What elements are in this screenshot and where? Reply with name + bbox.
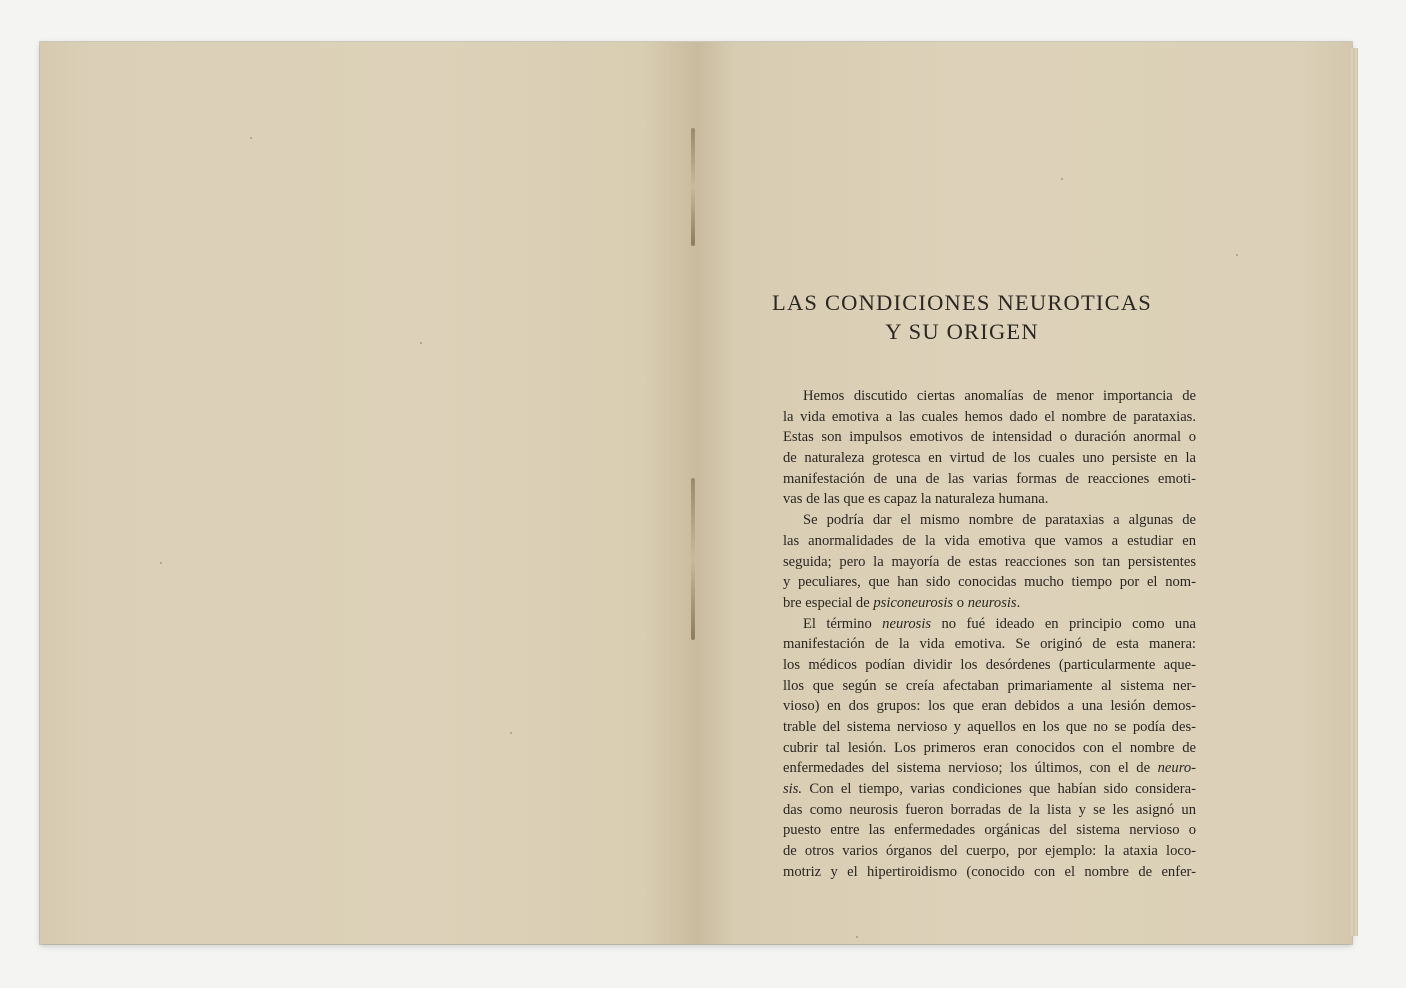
text-line: las anormalidades de la vida emotiva que vamos a estudiar en [783, 532, 1196, 549]
paper-fleck [250, 137, 252, 139]
italic-term: neuro- [1157, 760, 1196, 777]
chapter-body [783, 386, 1196, 883]
text-line: manifestación de la vida emotiva. Se originó de esta manera: [783, 636, 1196, 653]
text-line: seguida; pero la mayoría de estas reacciones son tan persistentes [783, 553, 1196, 570]
text-line: motriz y el hipertiroidismo (conocido con el nombre de enfer- [783, 863, 1196, 880]
text-line: Hemos discutido ciertas anomalías de menor importancia de [803, 388, 1196, 404]
italic-term: psiconeurosis [873, 594, 954, 611]
text-line [783, 593, 1196, 614]
text-segment: enfermedades del sistema nervioso; los últimos, con el de [783, 760, 1158, 777]
text-line [783, 779, 1196, 800]
text-segment: El término [803, 615, 883, 632]
text-segment: . [1016, 594, 1021, 611]
text-line: llos que según se creía afectaban primariamente al sistema ner- [783, 677, 1196, 694]
italic-term: neurosis [967, 594, 1017, 611]
paper-fleck [420, 342, 422, 344]
text-segment: Con el tiempo, varias condiciones que habían sido considera- [802, 781, 1196, 798]
text-line: cubrir tal lesión. Los primeros eran conocidos con el nombre de [783, 739, 1196, 756]
italic-term: neurosis [882, 615, 932, 632]
text-line: de otros varios órganos del cuerpo, por ejemplo: la ataxia loco- [783, 843, 1196, 860]
text-line: vas de las que es capaz la naturaleza humana. [783, 491, 1049, 508]
text-line [783, 758, 1196, 779]
page-edge [1350, 48, 1358, 936]
text-line: de naturaleza grotesca en virtud de los cuales uno persiste en la [783, 450, 1196, 467]
text-segment: bre especial de [783, 594, 874, 611]
text-segment: o [953, 594, 968, 611]
binding-stitch [691, 128, 695, 246]
paper-fleck [856, 936, 858, 938]
text-line: Se podría dar el mismo nombre de parataxias a algunas de [803, 512, 1196, 529]
text-line [783, 614, 1196, 635]
text-line: Estas son impulsos emotivos de intensidad o duración anormal o [783, 429, 1196, 446]
text-line: manifestación de una de las varias formas de reacciones emoti- [783, 470, 1196, 487]
text-segment: no fué ideado en principio como una [931, 615, 1196, 632]
text-line: la vida emotiva a las cuales hemos dado el nombre de parataxias. [783, 408, 1196, 425]
chapter-title-line: Y SU ORIGEN [885, 319, 1039, 344]
left-page [40, 42, 696, 944]
chapter-title-line: LAS CONDICIONES NEUROTICAS [772, 290, 1152, 315]
chapter-title [762, 288, 1162, 346]
text-line: trable del sistema nervioso y aquellos en los que no se podía des- [783, 719, 1196, 735]
text-line: los médicos podían dividir los desórdenes (particularmente aque- [783, 656, 1196, 673]
paper-fleck [1061, 178, 1063, 180]
text-line: puesto entre las enfermedades orgánicas del sistema nervioso o [783, 822, 1196, 839]
text-line: vioso) en dos grupos: los que eran debidos a una lesión demos- [783, 698, 1196, 715]
paper-fleck [510, 732, 512, 734]
italic-term: sis. [783, 781, 803, 798]
binding-stitch [691, 478, 695, 640]
paper-fleck [1236, 254, 1238, 256]
paper-fleck [160, 562, 162, 564]
text-line: das como neurosis fueron borradas de la lista y se les asignó un [783, 801, 1196, 818]
text-line: y peculiares, que han sido conocidas mucho tiempo por el nom- [783, 574, 1196, 591]
